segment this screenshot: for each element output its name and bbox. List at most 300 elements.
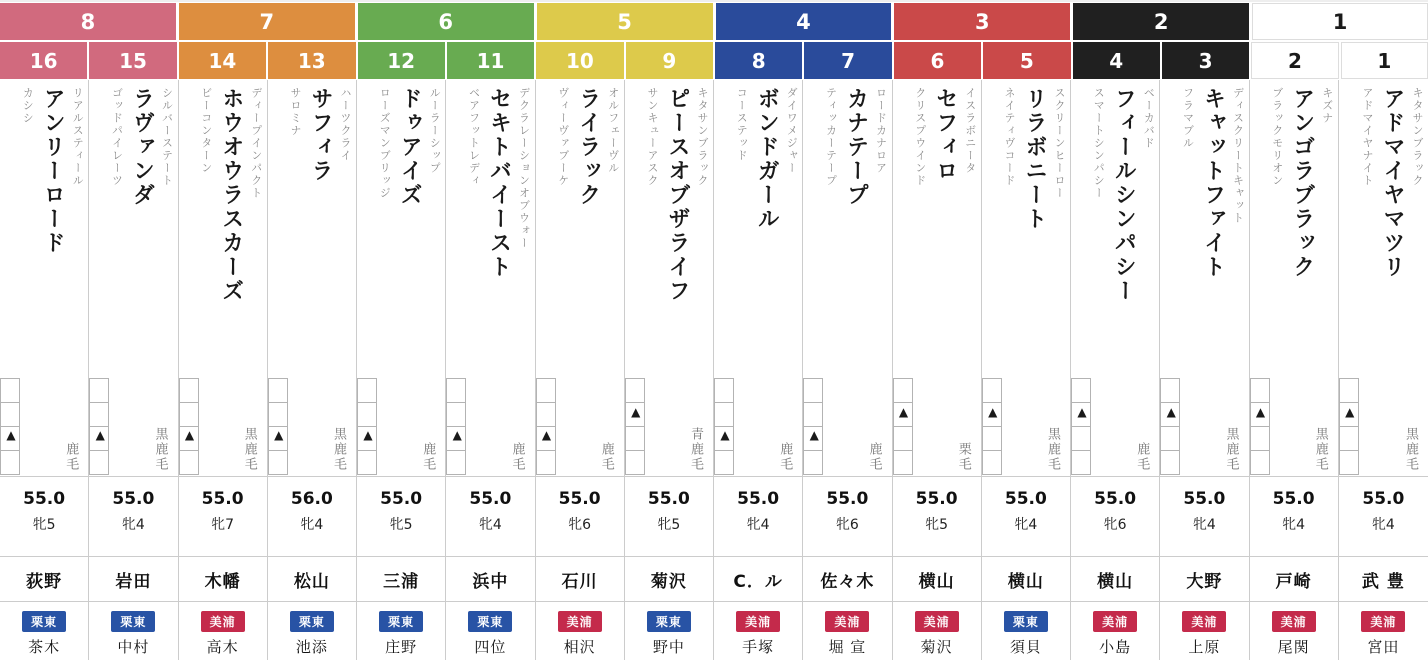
jockey-name[interactable]: 木幡 bbox=[179, 557, 267, 602]
dam-name: ローズマンブリッジ bbox=[378, 87, 392, 200]
trainer-name[interactable]: 中村 bbox=[117, 638, 150, 656]
sex-age: 牝4 bbox=[300, 517, 324, 533]
trainer-name[interactable]: 上原 bbox=[1188, 638, 1221, 656]
weight-cell bbox=[1160, 489, 1248, 557]
horse-number: 2 bbox=[1251, 42, 1338, 79]
training-center-badge: 栗東 bbox=[290, 611, 334, 632]
trainer-name[interactable]: 高木 bbox=[206, 638, 239, 656]
mark-checkbox[interactable] bbox=[89, 378, 109, 403]
jockey-name[interactable]: 佐々木 bbox=[803, 557, 891, 602]
horse-name[interactable]: サフィラ bbox=[308, 87, 333, 183]
trainer-name[interactable]: 尾関 bbox=[1277, 638, 1310, 656]
trainer-cell bbox=[357, 602, 445, 660]
trainer-name[interactable]: 手塚 bbox=[742, 638, 775, 656]
trainer-name[interactable]: 庄野 bbox=[385, 638, 418, 656]
pedigree-cell bbox=[893, 80, 981, 477]
carried-weight: 55.0 bbox=[23, 489, 66, 509]
frame-number: 4 bbox=[716, 3, 892, 40]
mark-checkbox[interactable] bbox=[1071, 378, 1091, 403]
pedigree-cell bbox=[1250, 80, 1338, 477]
training-center-badge: 美浦 bbox=[1182, 611, 1226, 632]
mark-checkbox[interactable] bbox=[1250, 378, 1270, 403]
mark-checkbox[interactable] bbox=[536, 450, 556, 475]
trainer-cell bbox=[893, 602, 981, 660]
mark-checkbox[interactable] bbox=[803, 450, 823, 475]
mark-checkbox-strip bbox=[982, 379, 1002, 475]
pedigree-text bbox=[913, 87, 978, 472]
mark-checkbox-strip bbox=[1071, 379, 1091, 475]
trainer-name[interactable]: 菊沢 bbox=[920, 638, 953, 656]
frame-number: 2 bbox=[1073, 3, 1249, 40]
mark-checkbox[interactable] bbox=[1160, 426, 1180, 451]
selection-mark: ▲ bbox=[720, 428, 730, 442]
jockey-name[interactable]: 三浦 bbox=[357, 557, 445, 602]
carried-weight: 55.0 bbox=[1004, 489, 1047, 509]
mark-checkbox[interactable] bbox=[446, 378, 466, 403]
frame-number: 8 bbox=[0, 3, 176, 40]
carried-weight: 55.0 bbox=[201, 489, 244, 509]
weight-cell bbox=[625, 489, 713, 557]
jockey-name[interactable]: 浜中 bbox=[446, 557, 534, 602]
horse-name[interactable]: セフィロ bbox=[932, 87, 958, 183]
dam-name: アドマイヤナイト bbox=[1361, 87, 1374, 187]
mark-checkbox-strip bbox=[803, 379, 823, 475]
horse-name[interactable]: ボンドガール bbox=[754, 87, 780, 231]
horse-column bbox=[893, 80, 982, 660]
mark-checkbox[interactable] bbox=[0, 378, 20, 403]
horse-number: 10 bbox=[536, 42, 623, 79]
dam-name: ビーコンターン bbox=[199, 87, 213, 175]
mark-checkbox[interactable] bbox=[179, 402, 199, 427]
trainer-cell bbox=[714, 602, 802, 660]
carried-weight: 55.0 bbox=[737, 489, 780, 509]
trainer-cell bbox=[982, 602, 1070, 660]
dam-name: ブラックモリオン bbox=[1270, 87, 1284, 187]
trainer-cell bbox=[446, 602, 534, 660]
horse-number: 5 bbox=[983, 42, 1070, 79]
carried-weight: 55.0 bbox=[1183, 489, 1226, 509]
weight-cell bbox=[89, 489, 177, 557]
dam-name: カシシ bbox=[21, 87, 35, 125]
horse-column bbox=[89, 80, 178, 660]
mark-checkbox[interactable] bbox=[268, 450, 288, 475]
carried-weight: 55.0 bbox=[469, 489, 512, 509]
weight-cell bbox=[803, 489, 891, 557]
mark-checkbox[interactable] bbox=[714, 402, 734, 427]
mark-checkbox[interactable] bbox=[625, 426, 645, 451]
pedigree-text bbox=[288, 87, 353, 472]
trainer-name[interactable]: 池添 bbox=[295, 638, 328, 656]
sire-name: ロードカナロア bbox=[874, 87, 888, 175]
weight-cell bbox=[1250, 489, 1338, 557]
mark-checkbox-strip bbox=[1250, 379, 1270, 475]
sex-age: 牝5 bbox=[32, 517, 56, 533]
horse-name[interactable]: ホウオウラスカーズ bbox=[218, 87, 244, 303]
pedigree-cell bbox=[0, 80, 88, 477]
mark-checkbox-strip bbox=[625, 379, 645, 475]
horse-name[interactable]: アンゴラブラック bbox=[1289, 87, 1315, 279]
horse-name[interactable]: アンリーロード bbox=[40, 87, 66, 255]
mark-checkbox-strip bbox=[0, 379, 20, 475]
trainer-name[interactable]: 野中 bbox=[652, 638, 685, 656]
training-center-badge: 美浦 bbox=[201, 611, 245, 632]
trainer-name[interactable]: 小島 bbox=[1099, 638, 1132, 656]
weight-cell bbox=[893, 489, 981, 557]
horse-name[interactable]: フィールシンパシー bbox=[1111, 87, 1137, 303]
dam-name: ヴィーヴァブーケ bbox=[556, 87, 570, 187]
training-center-badge: 栗東 bbox=[22, 611, 66, 632]
horse-name[interactable]: ドゥアイズ bbox=[397, 87, 423, 207]
horse-number: 14 bbox=[179, 42, 266, 79]
horse-column bbox=[0, 80, 89, 660]
coat-color: 鹿毛 bbox=[777, 442, 793, 472]
trainer-cell bbox=[1339, 602, 1428, 660]
horse-number: 16 bbox=[0, 42, 87, 79]
mark-checkbox[interactable] bbox=[803, 378, 823, 403]
mark-checkbox[interactable] bbox=[446, 450, 466, 475]
dam-name: ネイティヴコード bbox=[1003, 87, 1016, 187]
weight-cell bbox=[268, 489, 356, 557]
selection-mark: ▲ bbox=[988, 405, 998, 419]
mark-checkbox[interactable] bbox=[536, 402, 556, 427]
sire-name: ルーラーシップ bbox=[428, 87, 442, 175]
mark-checkbox-strip bbox=[446, 379, 466, 475]
horse-number: 15 bbox=[89, 42, 176, 79]
pedigree-text bbox=[467, 87, 532, 472]
pedigree-text bbox=[645, 87, 710, 472]
sex-age: 牝6 bbox=[1103, 517, 1127, 533]
weight-cell bbox=[357, 489, 445, 557]
horse-number: 13 bbox=[268, 42, 355, 79]
dam-name: ゴッドパイレーツ bbox=[110, 87, 124, 187]
sex-age: 牝4 bbox=[746, 517, 770, 533]
pedigree-cell bbox=[268, 80, 356, 477]
horse-number: 12 bbox=[358, 42, 445, 79]
mark-checkbox-strip bbox=[1160, 379, 1180, 475]
horse-number: 7 bbox=[804, 42, 891, 79]
horse-column bbox=[536, 80, 625, 660]
mark-checkbox[interactable] bbox=[714, 378, 734, 403]
mark-checkbox-strip bbox=[714, 379, 734, 475]
jockey-name[interactable]: 横山 bbox=[982, 557, 1070, 602]
horse-number: 6 bbox=[894, 42, 981, 79]
sire-name: ダイワメジャー bbox=[785, 87, 799, 175]
jockey-name[interactable]: C．ル bbox=[714, 557, 802, 602]
dam-name: フラマブル bbox=[1181, 87, 1195, 150]
mark-checkbox[interactable] bbox=[982, 450, 1002, 475]
mark-checkbox[interactable] bbox=[357, 450, 377, 475]
pedigree-cell bbox=[1071, 80, 1159, 477]
trainer-name[interactable]: 茶木 bbox=[28, 638, 61, 656]
pedigree-text bbox=[1002, 87, 1067, 472]
mark-checkbox[interactable] bbox=[0, 450, 20, 475]
mark-checkbox[interactable] bbox=[1339, 426, 1359, 451]
coat-color: 黒鹿毛 bbox=[152, 427, 168, 472]
pedigree-text bbox=[1091, 87, 1156, 472]
sex-age: 牝5 bbox=[389, 517, 413, 533]
coat-color: 黒鹿毛 bbox=[1223, 427, 1239, 472]
sire-name: キズナ bbox=[1320, 87, 1334, 125]
horse-column bbox=[1160, 80, 1249, 660]
horse-number: 3 bbox=[1162, 42, 1249, 79]
horse-column bbox=[625, 80, 714, 660]
training-center-badge: 美浦 bbox=[825, 611, 869, 632]
coat-color: 黒鹿毛 bbox=[241, 427, 257, 472]
weight-cell bbox=[179, 489, 267, 557]
pedigree-text bbox=[377, 87, 442, 472]
mark-checkbox[interactable] bbox=[357, 378, 377, 403]
mark-checkbox[interactable] bbox=[1071, 426, 1091, 451]
frame-number: 7 bbox=[179, 3, 355, 40]
horse-column bbox=[357, 80, 446, 660]
training-center-badge: 美浦 bbox=[558, 611, 602, 632]
trainer-name[interactable]: 須貝 bbox=[1009, 638, 1042, 656]
horse-number: 4 bbox=[1073, 42, 1160, 79]
weight-cell bbox=[1071, 489, 1159, 557]
pedigree-text bbox=[199, 87, 264, 472]
dam-name: スマートシンパシー bbox=[1092, 87, 1106, 200]
trainer-cell bbox=[803, 602, 891, 660]
trainer-name[interactable]: 四位 bbox=[474, 638, 507, 656]
horse-name[interactable]: ラヴァンダ bbox=[129, 87, 155, 207]
dam-name: ベアフットレディ bbox=[467, 87, 481, 187]
trainer-name[interactable]: 宮田 bbox=[1367, 638, 1400, 656]
mark-checkbox-strip bbox=[536, 379, 556, 475]
coat-color: 黒鹿毛 bbox=[331, 427, 346, 472]
mark-checkbox[interactable] bbox=[536, 378, 556, 403]
horse-column bbox=[803, 80, 892, 660]
training-center-badge: 栗東 bbox=[379, 611, 423, 632]
carried-weight: 55.0 bbox=[1272, 489, 1315, 509]
carried-weight: 55.0 bbox=[558, 489, 601, 509]
coat-color: 黒鹿毛 bbox=[1045, 427, 1060, 472]
selection-mark: ▲ bbox=[184, 428, 195, 442]
frame-number: 6 bbox=[358, 3, 534, 40]
mark-checkbox[interactable] bbox=[1160, 378, 1180, 403]
jockey-name[interactable]: 松山 bbox=[268, 557, 356, 602]
sex-age: 牝5 bbox=[657, 517, 681, 533]
trainer-cell bbox=[1250, 602, 1338, 660]
mark-checkbox[interactable] bbox=[268, 378, 288, 403]
mark-checkbox[interactable] bbox=[625, 450, 645, 475]
coat-color: 鹿毛 bbox=[420, 442, 436, 472]
training-center-badge: 美浦 bbox=[1093, 611, 1137, 632]
pedigree-text bbox=[734, 87, 799, 472]
sire-name: ディープインパクト bbox=[249, 87, 263, 200]
pedigree-cell bbox=[1339, 80, 1428, 477]
mark-checkbox[interactable] bbox=[1250, 450, 1270, 475]
selection-mark: ▲ bbox=[95, 428, 105, 442]
frame-row bbox=[0, 3, 1428, 40]
carried-weight: 55.0 bbox=[826, 489, 869, 509]
mark-checkbox[interactable] bbox=[982, 426, 1002, 451]
selection-mark: ▲ bbox=[1077, 405, 1087, 419]
mark-checkbox[interactable] bbox=[982, 378, 1002, 403]
coat-color: 栗毛 bbox=[955, 442, 971, 472]
pedigree-text bbox=[1181, 87, 1246, 472]
horse-column bbox=[714, 80, 803, 660]
coat-color: 鹿毛 bbox=[598, 442, 614, 472]
weight-cell bbox=[446, 489, 534, 557]
selection-mark: ▲ bbox=[1255, 405, 1266, 419]
selection-mark: ▲ bbox=[1166, 405, 1176, 419]
trainer-cell bbox=[1160, 602, 1248, 660]
jockey-name[interactable]: 横山 bbox=[893, 557, 981, 602]
mark-checkbox[interactable] bbox=[89, 450, 109, 475]
mark-checkbox-strip bbox=[357, 379, 377, 475]
mark-checkbox[interactable] bbox=[446, 402, 466, 427]
dam-name: サロミナ bbox=[289, 87, 302, 137]
jockey-name[interactable]: 石川 bbox=[536, 557, 624, 602]
dam-name: サンキューアスク bbox=[646, 87, 659, 187]
sire-name: スクリーンヒーロー bbox=[1053, 87, 1066, 200]
horse-name[interactable]: リラボニート bbox=[1022, 87, 1047, 231]
horse-number: 11 bbox=[447, 42, 534, 79]
pedigree-cell bbox=[536, 80, 624, 477]
sex-age: 牝4 bbox=[1282, 517, 1306, 533]
carried-weight: 56.0 bbox=[290, 489, 333, 509]
pedigree-text bbox=[556, 87, 621, 472]
horse-name[interactable]: カナテープ bbox=[843, 87, 869, 207]
mark-checkbox-strip bbox=[268, 379, 288, 475]
mark-checkbox[interactable] bbox=[1339, 450, 1359, 475]
frame-number: 3 bbox=[894, 3, 1070, 40]
jockey-name[interactable]: 荻野 bbox=[0, 557, 88, 602]
mark-checkbox-strip bbox=[179, 379, 199, 475]
horse-name[interactable]: キャットファイト bbox=[1200, 87, 1226, 279]
jockey-name[interactable]: 戸崎 bbox=[1250, 557, 1338, 602]
selection-mark: ▲ bbox=[274, 428, 284, 442]
horse-column bbox=[1250, 80, 1339, 660]
mark-checkbox[interactable] bbox=[1071, 450, 1091, 475]
training-center-badge: 栗東 bbox=[468, 611, 512, 632]
carried-weight: 55.0 bbox=[647, 489, 690, 509]
horse-column bbox=[179, 80, 268, 660]
jockey-name[interactable]: 菊沢 bbox=[625, 557, 713, 602]
sire-name: シルバーステート bbox=[160, 87, 174, 187]
selection-mark: ▲ bbox=[6, 428, 16, 442]
training-center-badge: 美浦 bbox=[736, 611, 780, 632]
mark-checkbox-strip bbox=[893, 379, 913, 475]
jockey-name[interactable]: 横山 bbox=[1071, 557, 1159, 602]
pedigree-cell bbox=[446, 80, 534, 477]
mark-checkbox[interactable] bbox=[1160, 450, 1180, 475]
sire-name: キタサンブラック bbox=[696, 87, 709, 187]
selection-mark: ▲ bbox=[363, 428, 373, 442]
pedigree-cell bbox=[625, 80, 713, 477]
selection-mark: ▲ bbox=[452, 428, 462, 442]
coat-color: 鹿毛 bbox=[509, 442, 525, 472]
pedigree-text bbox=[1270, 87, 1335, 472]
trainer-cell bbox=[268, 602, 356, 660]
sex-age: 牝7 bbox=[211, 517, 235, 533]
mark-checkbox[interactable] bbox=[0, 402, 20, 427]
pedigree-text bbox=[20, 87, 85, 472]
training-center-badge: 美浦 bbox=[1361, 611, 1405, 632]
trainer-cell bbox=[179, 602, 267, 660]
training-center-badge: 栗東 bbox=[1004, 611, 1048, 632]
mark-checkbox-strip bbox=[1339, 379, 1359, 475]
horse-column bbox=[446, 80, 535, 660]
trainer-name[interactable]: 相沢 bbox=[563, 638, 596, 656]
horse-column bbox=[982, 80, 1071, 660]
frame-number: 5 bbox=[537, 3, 713, 40]
carried-weight: 55.0 bbox=[1094, 489, 1137, 509]
sire-name: キタサンブラック bbox=[1411, 87, 1424, 187]
horse-name[interactable]: ピースオブザライフ bbox=[665, 87, 690, 303]
mark-checkbox[interactable] bbox=[714, 450, 734, 475]
jockey-name[interactable]: 大野 bbox=[1160, 557, 1248, 602]
mark-checkbox[interactable] bbox=[89, 402, 109, 427]
horse-column bbox=[1071, 80, 1160, 660]
trainer-cell bbox=[536, 602, 624, 660]
selection-mark: ▲ bbox=[541, 428, 552, 442]
training-center-badge: 栗東 bbox=[647, 611, 691, 632]
pedigree-cell bbox=[714, 80, 802, 477]
weight-cell bbox=[0, 489, 88, 557]
carried-weight: 55.0 bbox=[1362, 489, 1405, 509]
pedigree-text bbox=[1360, 87, 1425, 472]
sex-age: 牝4 bbox=[1371, 517, 1395, 533]
mark-checkbox[interactable] bbox=[179, 378, 199, 403]
jockey-name[interactable]: 岩田 bbox=[89, 557, 177, 602]
weight-cell bbox=[536, 489, 624, 557]
coat-color: 鹿毛 bbox=[63, 442, 79, 472]
sire-name: イスラボニータ bbox=[963, 87, 977, 175]
mark-checkbox[interactable] bbox=[893, 450, 913, 475]
mark-checkbox[interactable] bbox=[893, 378, 913, 403]
trainer-cell bbox=[625, 602, 713, 660]
mark-checkbox[interactable] bbox=[357, 402, 377, 427]
selection-mark: ▲ bbox=[898, 405, 909, 419]
training-center-badge: 栗東 bbox=[111, 611, 155, 632]
pedigree-cell bbox=[357, 80, 445, 477]
mark-checkbox[interactable] bbox=[1339, 378, 1359, 403]
horse-number: 8 bbox=[715, 42, 802, 79]
sire-name: ベーカバド bbox=[1142, 87, 1156, 150]
sire-name: ハーツクライ bbox=[339, 87, 352, 162]
horse-name[interactable]: ライラック bbox=[575, 87, 601, 207]
mark-checkbox[interactable] bbox=[1250, 426, 1270, 451]
coat-color: 黒鹿毛 bbox=[1403, 427, 1418, 472]
mark-checkbox[interactable] bbox=[625, 378, 645, 403]
coat-color: 鹿毛 bbox=[866, 442, 882, 472]
trainer-name[interactable]: 堀 宣 bbox=[828, 638, 867, 656]
mark-checkbox[interactable] bbox=[803, 402, 823, 427]
training-center-badge: 美浦 bbox=[915, 611, 959, 632]
dam-name: ティッカーテープ bbox=[824, 87, 838, 187]
selection-mark: ▲ bbox=[809, 428, 819, 442]
pedigree-cell bbox=[89, 80, 177, 477]
mark-checkbox[interactable] bbox=[179, 450, 199, 475]
sire-name: リアルスティール bbox=[71, 87, 85, 187]
horse-column bbox=[268, 80, 357, 660]
pedigree-text bbox=[824, 87, 889, 472]
horse-columns bbox=[0, 80, 1428, 660]
horse-name[interactable]: アドマイヤマツリ bbox=[1380, 87, 1405, 279]
coat-color: 黒鹿毛 bbox=[1312, 427, 1328, 472]
dam-name: クリスプウインド bbox=[913, 87, 927, 187]
mark-checkbox[interactable] bbox=[893, 426, 913, 451]
mark-checkbox-strip bbox=[89, 379, 109, 475]
mark-checkbox[interactable] bbox=[268, 402, 288, 427]
weight-cell bbox=[982, 489, 1070, 557]
horse-number: 9 bbox=[626, 42, 713, 79]
horse-name[interactable]: セキトバイースト bbox=[486, 87, 512, 279]
jockey-name[interactable]: 武 豊 bbox=[1339, 557, 1428, 602]
pedigree-cell bbox=[803, 80, 891, 477]
horse-number-row bbox=[0, 42, 1428, 79]
